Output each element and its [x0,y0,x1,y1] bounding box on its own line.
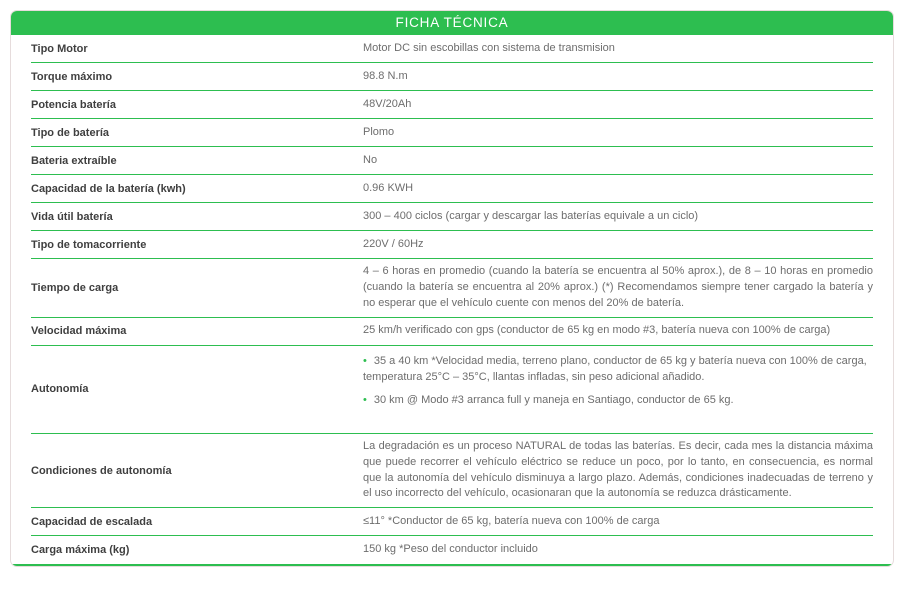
table-title: FICHA TÉCNICA [395,15,509,30]
spec-label: Carga máxima (kg) [31,544,130,557]
spec-value: Plomo [363,125,395,138]
bullet-icon: • [363,393,367,406]
spec-value: 25 km/h verificado con gps (conductor de 65 kg en modo #3, batería nueva con 100% de carga) [363,324,831,337]
spec-label: Potencia batería [31,98,116,111]
spec-value: 4 – 6 horas en promedio (cuando la batería se encuentra al 50% aprox.), de 8 – 10 horas en promedio (cuando la batería se encuentra al 20% aprox.) (*) Recomendamos siempre tener cargado la batería y no esperar que el vehículo cuente con menos del 20% de batería. [363,265,873,309]
spec-value: La degradación es un proceso NATURAL de todas las baterías. Es decir, cada mes la distancia máxima que puede recorrer el vehículo eléctrico se reduce un poco, por lo tanto, en consecuencia, es normal que la autonomía del vehículo disminuya a largo plazo. Además, condiciones inadecuadas de terreno y el uso incorrecto del vehículo, ocasionaran que la autonomía se reduzca drásticamente. [363,439,873,500]
spec-row [31,63,873,91]
spec-label: Autonomía [31,383,89,396]
bullet-item [363,393,873,409]
spec-label: Vida útil batería [31,210,113,223]
spec-label: Tiempo de carga [31,281,119,294]
spec-row [31,175,873,203]
spec-value: 48V/20Ah [363,97,412,110]
bullet-text: 30 km @ Modo #3 arranca full y maneja en Santiago, conductor de 65 kg. [373,393,734,406]
spec-sheet [10,10,894,567]
spec-row [31,147,873,175]
spec-label: Bateria extraíble [31,154,117,167]
spec-label: Condiciones de autonomía [31,464,172,477]
spec-value: 0.96 KWH [363,181,414,194]
spec-row [31,91,873,119]
spec-table-body [11,35,893,564]
spec-row [31,259,873,318]
bottom-divider [11,564,893,566]
spec-value: Motor DC sin escobillas con sistema de transmision [363,41,615,54]
spec-label: Velocidad máxima [31,325,127,338]
spec-value: ≤11° *Conductor de 65 kg, batería nueva con 100% de carga [363,514,660,527]
spec-label: Tipo de tomacorriente [31,238,147,251]
spec-row [31,536,873,564]
spec-label: Tipo de batería [31,126,110,139]
spec-value: 98.8 N.m [363,69,408,82]
spec-value: No [363,153,378,166]
spec-row [31,346,873,434]
spec-value: 300 – 400 ciclos (cargar y descargar las baterías equivale a un ciclo) [363,209,699,222]
spec-row [31,318,873,346]
spec-label: Capacidad de escalada [31,515,153,528]
spec-row [31,231,873,259]
spec-value [363,346,873,433]
spec-row [31,203,873,231]
spec-label: Capacidad de la batería (kwh) [31,182,186,195]
spec-row [31,434,873,509]
spec-value: 150 kg *Peso del conductor incluido [363,543,538,556]
table-header [11,11,893,35]
spec-row [31,508,873,536]
bullet-icon: • [363,354,367,367]
spec-row [31,35,873,63]
bullet-text: 35 a 40 km *Velocidad media, terreno plano, conductor de 65 kg y batería nueva con 100% de carga, temperatura 25°C – 35°C, llantas infladas, sin peso adicional añadido. [363,354,867,383]
spec-label: Tipo Motor [31,42,88,55]
spec-value: 220V / 60Hz [363,237,424,250]
bullet-item [363,354,873,386]
spec-row [31,119,873,147]
spec-label: Torque máximo [31,70,113,83]
